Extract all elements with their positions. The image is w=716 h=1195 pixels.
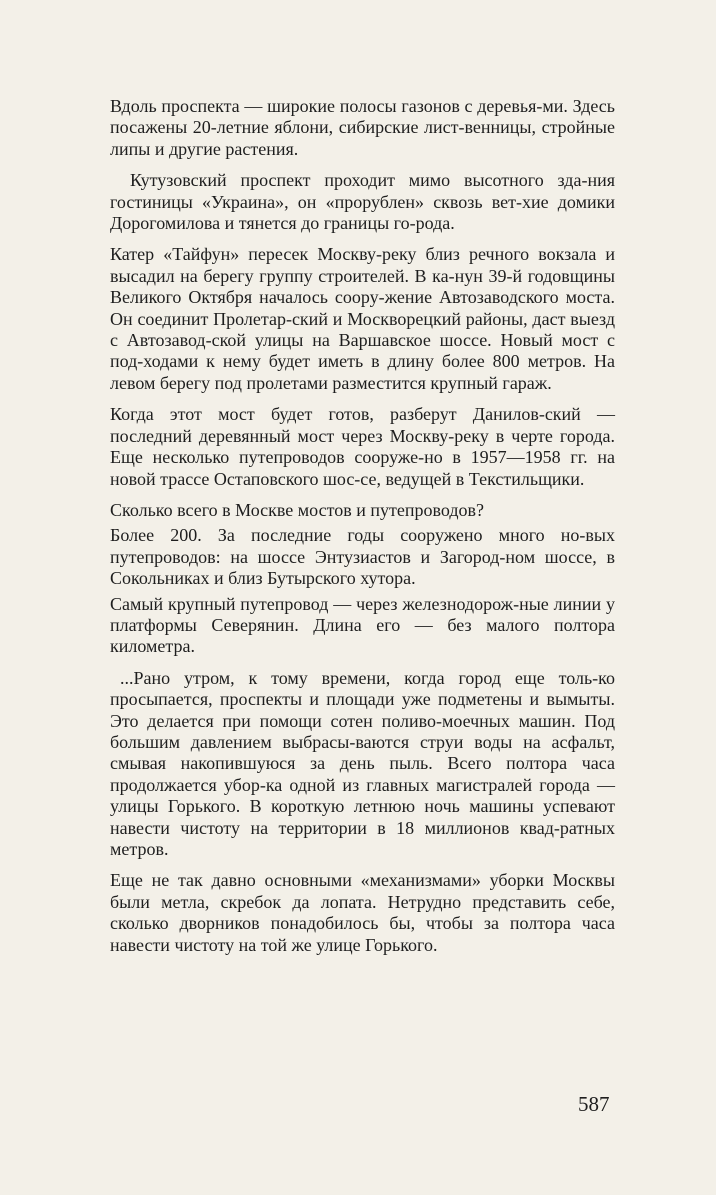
paragraph-4: Когда этот мост будет готов, разберут Данилов-ский — последний деревянный мост через Москву-реку в черте города. Еще несколько путепроводов сооруже-но в 1957—1958 гг. на новой трассе Остаповского шос-се, ведущей в Текстильщики. (110, 404, 615, 489)
paragraph-9: Еще не так давно основными «механизмами» уборки Москвы были метла, скребок да лопата. Нетрудно представить себе, сколько дворников понадобилось бы, чтобы за полтора часа навести чистоту на той же улице Горького. (110, 870, 615, 955)
paragraph-6: Более 200. За последние годы сооружено много но-вых путепроводов: на шоссе Энтузиастов и Загород-ном шоссе, в Сокольниках и близ Бутырского хутора. (110, 525, 615, 589)
paragraph-1: Вдоль проспекта — широкие полосы газонов с деревья-ми. Здесь посажены 20-летние яблони, сибирские лист-венницы, стройные липы и другие растения. (110, 96, 615, 159)
page-number: 587 (578, 1092, 610, 1116)
body-text (110, 96, 615, 956)
paragraph-3: Катер «Тайфун» пересек Москву-реку близ речного вокзала и высадил на берегу группу строителей. В ка-нун 39-й годовщины Великого Октября началось соору-жение Автозаводского моста. Он соединит Пролетар-ский и Москворецкий районы, даст выезд с Автозавод-ской улицы на Варшавское шоссе. Новый мост с под-ходами к нему будет иметь в длину более 800 метров. На левом берегу под пролетами разместится крупный гараж. (110, 244, 615, 393)
paragraph-8: ...Рано утром, к тому времени, когда город еще толь-ко просыпается, проспекты и площади уже подметены и вымыты. Это делается при помощи сотен поливо-моечных машин. Под большим давлением выбрасы-ваются струи воды на асфальт, смывая накопившуюся за день пыль. Всего полтора часа продолжается убор-ка одной из главных магистралей города — улицы Горького. В короткую летнюю ночь машины успевают навести чистоту на территории в 18 миллионов квад-ратных метров. (110, 667, 615, 859)
paragraph-7: Самый крупный путепровод — через железнодорож-ные линии у платформы Северянин. Длина его — без малого полтора километра. (110, 593, 615, 657)
paragraph-2: Кутузовский проспект проходит мимо высотного зда-ния гостиницы «Украина», он «прорублен» сквозь вет-хие домики Дорогомилова и тянется до границы го-рода. (110, 170, 615, 234)
paragraph-5: Сколько всего в Москве мостов и путепроводов? (110, 499, 484, 520)
